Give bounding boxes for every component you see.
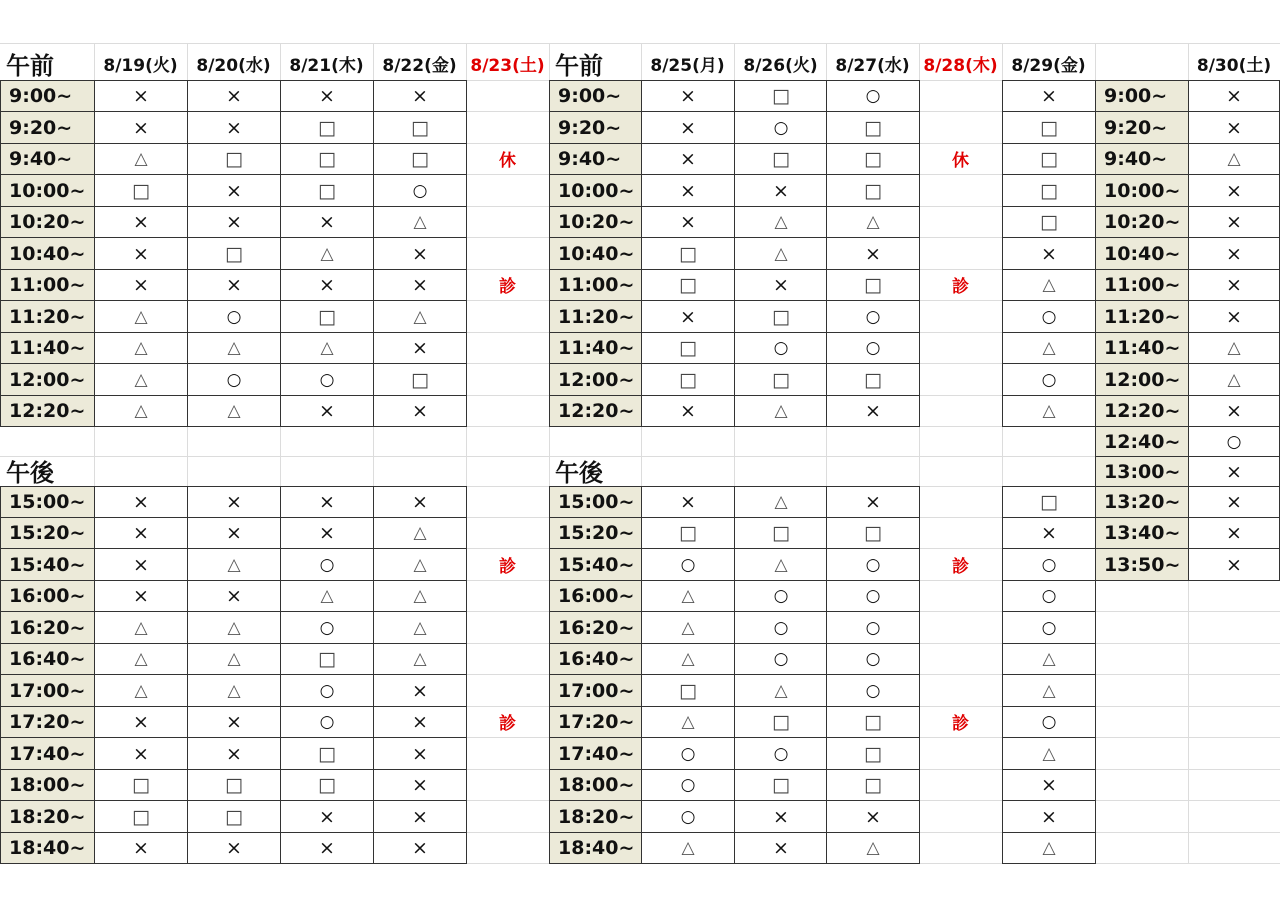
time-cell: 9:00~ — [1095, 80, 1189, 112]
slot-full[interactable]: × — [641, 80, 735, 112]
slot-full[interactable]: × — [280, 800, 374, 833]
time-cell: 16:00~ — [549, 580, 642, 612]
time-cell: 12:20~ — [549, 395, 642, 427]
slot-few-left[interactable]: △ — [373, 300, 467, 333]
slot-available[interactable]: ○ — [280, 706, 374, 738]
slot-inquiry[interactable]: □ — [187, 769, 281, 801]
time-cell: 17:00~ — [549, 674, 642, 707]
slot-full[interactable]: × — [1188, 300, 1280, 333]
slot-inquiry[interactable]: □ — [826, 269, 920, 301]
closed-day-char: 診 — [499, 714, 516, 734]
slot-inquiry[interactable]: □ — [641, 363, 735, 396]
slot-full[interactable]: × — [373, 674, 467, 707]
time-cell: 9:40~ — [549, 143, 642, 175]
date-header-closed: 8/23(土) — [470, 55, 545, 76]
time-cell: 15:00~ — [0, 486, 95, 518]
time-cell: 15:20~ — [0, 517, 95, 549]
slot-inquiry[interactable]: □ — [826, 706, 920, 738]
slot-full[interactable]: × — [187, 269, 281, 301]
date-header: 8/22(金) — [382, 55, 457, 76]
slot-full[interactable]: × — [94, 237, 188, 270]
time-cell: 12:00~ — [1095, 363, 1189, 396]
closed-day-char: 休 — [499, 151, 516, 171]
slot-few-left[interactable]: △ — [1002, 737, 1096, 770]
time-cell: 17:40~ — [0, 737, 95, 770]
slot-full[interactable]: × — [94, 580, 188, 612]
time-cell: 15:00~ — [549, 486, 642, 518]
slot-inquiry[interactable]: □ — [373, 143, 467, 175]
slot-available[interactable]: ○ — [826, 674, 920, 707]
slot-available[interactable]: ○ — [826, 643, 920, 675]
closed-day-char: 診 — [952, 556, 969, 577]
time-cell: 15:20~ — [549, 517, 642, 549]
slot-few-left[interactable]: △ — [94, 300, 188, 333]
slot-few-left[interactable]: △ — [373, 580, 467, 612]
slot-full[interactable]: × — [94, 548, 188, 581]
slot-full[interactable]: × — [187, 706, 281, 738]
slot-full[interactable]: × — [826, 800, 920, 833]
slot-full[interactable]: × — [94, 206, 188, 238]
slot-inquiry[interactable]: □ — [1002, 486, 1096, 518]
slot-inquiry[interactable]: □ — [280, 143, 374, 175]
slot-inquiry[interactable]: □ — [280, 769, 374, 801]
slot-full[interactable]: × — [373, 332, 467, 364]
slot-few-left[interactable]: △ — [373, 611, 467, 644]
slot-available[interactable]: ○ — [1002, 300, 1096, 333]
time-cell: 9:20~ — [549, 111, 642, 144]
slot-full[interactable]: × — [1002, 769, 1096, 801]
slot-available[interactable]: ○ — [641, 737, 735, 770]
slot-available[interactable]: ○ — [280, 611, 374, 644]
closed-day-char: 診 — [499, 556, 516, 577]
time-cell: 9:40~ — [1095, 143, 1189, 175]
date-header: 8/19(火) — [103, 55, 178, 76]
slot-few-left[interactable]: △ — [641, 643, 735, 675]
slot-inquiry[interactable]: □ — [734, 143, 828, 175]
time-cell: 18:20~ — [549, 800, 642, 833]
slot-inquiry[interactable]: □ — [280, 737, 374, 770]
slot-full[interactable]: × — [94, 517, 188, 549]
slot-full[interactable]: × — [641, 486, 735, 518]
slot-available[interactable]: ○ — [734, 332, 828, 364]
time-cell: 17:00~ — [0, 674, 95, 707]
date-header: 8/30(土) — [1196, 55, 1272, 76]
slot-full[interactable]: × — [1188, 486, 1280, 518]
date-header: 8/26(火) — [743, 55, 818, 76]
section-am-label: 午前 — [555, 51, 603, 80]
slot-inquiry[interactable]: □ — [280, 300, 374, 333]
gridline-h — [0, 43, 1280, 44]
slot-full[interactable]: × — [1002, 517, 1096, 549]
slot-full[interactable]: × — [187, 111, 281, 144]
slot-full[interactable]: × — [734, 832, 828, 864]
slot-available[interactable]: ○ — [187, 363, 281, 396]
slot-full[interactable]: × — [373, 769, 467, 801]
slot-full[interactable]: × — [641, 206, 735, 238]
slot-full[interactable]: × — [373, 737, 467, 770]
slot-full[interactable]: × — [94, 269, 188, 301]
slot-full[interactable]: × — [1188, 111, 1280, 144]
date-header: 8/20(水) — [196, 55, 271, 76]
slot-full[interactable]: × — [1188, 206, 1280, 238]
slot-full[interactable]: × — [187, 832, 281, 864]
slot-full[interactable]: × — [1188, 548, 1280, 581]
date-header: 8/27(水) — [835, 55, 910, 76]
slot-few-left[interactable]: △ — [641, 706, 735, 738]
closed-day-char: 診 — [952, 714, 969, 734]
slot-full[interactable]: × — [187, 206, 281, 238]
time-cell: 12:20~ — [1095, 395, 1189, 427]
slot-inquiry[interactable]: □ — [641, 237, 735, 270]
slot-full[interactable]: × — [280, 206, 374, 238]
slot-few-left[interactable]: △ — [280, 237, 374, 270]
slot-available[interactable]: ○ — [1002, 548, 1096, 581]
time-cell: 10:20~ — [1095, 206, 1189, 238]
time-cell: 17:40~ — [549, 737, 642, 770]
slot-inquiry[interactable]: □ — [280, 174, 374, 207]
slot-few-left[interactable]: △ — [280, 332, 374, 364]
slot-available[interactable]: ○ — [826, 611, 920, 644]
slot-available[interactable]: ○ — [280, 363, 374, 396]
slot-full[interactable]: × — [94, 486, 188, 518]
slot-inquiry[interactable]: □ — [826, 174, 920, 207]
time-cell: 10:40~ — [0, 237, 95, 270]
time-cell: 17:20~ — [0, 706, 95, 738]
date-header-closed: 8/28(木) — [923, 55, 998, 76]
slot-few-left[interactable]: △ — [94, 332, 188, 364]
slot-few-left[interactable]: △ — [734, 548, 828, 581]
slot-full[interactable]: × — [280, 80, 374, 112]
section-am-label: 午前 — [6, 51, 54, 80]
slot-full[interactable]: × — [1188, 456, 1280, 487]
slot-few-left[interactable]: △ — [641, 580, 735, 612]
slot-available[interactable]: ○ — [826, 300, 920, 333]
date-header: 8/25(月) — [650, 55, 725, 76]
time-cell: 11:40~ — [1095, 332, 1189, 364]
slot-full[interactable]: × — [187, 80, 281, 112]
slot-full[interactable]: × — [826, 486, 920, 518]
slot-few-left[interactable]: △ — [373, 517, 467, 549]
slot-few-left[interactable]: △ — [734, 486, 828, 518]
slot-few-left[interactable]: △ — [187, 548, 281, 581]
slot-available[interactable]: ○ — [373, 174, 467, 207]
slot-full[interactable]: × — [1188, 80, 1280, 112]
time-cell: 13:00~ — [1095, 456, 1189, 487]
slot-full[interactable]: × — [187, 174, 281, 207]
slot-full[interactable]: × — [826, 237, 920, 270]
slot-available[interactable]: ○ — [826, 548, 920, 581]
time-cell: 16:20~ — [0, 611, 95, 644]
slot-inquiry[interactable]: □ — [1002, 143, 1096, 175]
slot-inquiry[interactable]: □ — [94, 769, 188, 801]
slot-few-left[interactable]: △ — [94, 395, 188, 427]
slot-available[interactable]: ○ — [826, 580, 920, 612]
slot-full[interactable]: × — [187, 517, 281, 549]
slot-full[interactable]: × — [373, 237, 467, 270]
slot-full[interactable]: × — [280, 395, 374, 427]
slot-few-left[interactable]: △ — [187, 674, 281, 707]
slot-few-left[interactable]: △ — [94, 643, 188, 675]
slot-inquiry[interactable]: □ — [187, 237, 281, 270]
slot-few-left[interactable]: △ — [641, 832, 735, 864]
slot-full[interactable]: × — [641, 143, 735, 175]
time-cell: 10:20~ — [549, 206, 642, 238]
slot-available[interactable]: ○ — [280, 548, 374, 581]
time-cell: 13:20~ — [1095, 486, 1189, 518]
slot-few-left[interactable]: △ — [1188, 332, 1280, 364]
slot-few-left[interactable]: △ — [94, 143, 188, 175]
slot-inquiry[interactable]: □ — [734, 769, 828, 801]
date-header: 8/29(金) — [1011, 55, 1086, 76]
slot-inquiry[interactable]: □ — [734, 363, 828, 396]
slot-inquiry[interactable]: □ — [94, 174, 188, 207]
slot-inquiry[interactable]: □ — [826, 111, 920, 144]
slot-few-left[interactable]: △ — [1002, 643, 1096, 675]
slot-full[interactable]: × — [641, 111, 735, 144]
time-cell: 11:00~ — [0, 269, 95, 301]
slot-available[interactable]: ○ — [641, 548, 735, 581]
slot-full[interactable]: × — [280, 517, 374, 549]
slot-full[interactable]: × — [1188, 517, 1280, 549]
slot-full[interactable]: × — [280, 269, 374, 301]
slot-full[interactable]: × — [1002, 800, 1096, 833]
time-cell: 12:00~ — [0, 363, 95, 396]
slot-full[interactable]: × — [1188, 269, 1280, 301]
slot-few-left[interactable]: △ — [826, 832, 920, 864]
slot-available[interactable]: ○ — [734, 643, 828, 675]
slot-inquiry[interactable]: □ — [1002, 111, 1096, 144]
slot-few-left[interactable]: △ — [373, 548, 467, 581]
time-cell: 16:20~ — [549, 611, 642, 644]
slot-full[interactable]: × — [373, 486, 467, 518]
slot-full[interactable]: × — [641, 174, 735, 207]
slot-few-left[interactable]: △ — [187, 395, 281, 427]
slot-full[interactable]: × — [734, 174, 828, 207]
slot-inquiry[interactable]: □ — [373, 363, 467, 396]
slot-few-left[interactable]: △ — [1002, 395, 1096, 427]
slot-inquiry[interactable]: □ — [1002, 206, 1096, 238]
date-header: 8/21(木) — [289, 55, 364, 76]
slot-few-left[interactable]: △ — [187, 332, 281, 364]
slot-full[interactable]: × — [187, 737, 281, 770]
slot-few-left[interactable]: △ — [734, 674, 828, 707]
slot-few-left[interactable]: △ — [187, 611, 281, 644]
slot-few-left[interactable]: △ — [187, 643, 281, 675]
time-cell: 9:20~ — [1095, 111, 1189, 144]
slot-inquiry[interactable]: □ — [734, 517, 828, 549]
slot-available[interactable]: ○ — [1002, 363, 1096, 396]
time-cell: 11:40~ — [549, 332, 642, 364]
slot-few-left[interactable]: △ — [280, 580, 374, 612]
slot-available[interactable]: ○ — [826, 80, 920, 112]
slot-full[interactable]: × — [641, 395, 735, 427]
slot-full[interactable]: × — [373, 395, 467, 427]
slot-full[interactable]: × — [734, 269, 828, 301]
slot-few-left[interactable]: △ — [373, 206, 467, 238]
slot-inquiry[interactable]: □ — [280, 111, 374, 144]
slot-inquiry[interactable]: □ — [826, 143, 920, 175]
slot-available[interactable]: ○ — [1002, 611, 1096, 644]
slot-inquiry[interactable]: □ — [826, 737, 920, 770]
time-cell: 9:20~ — [0, 111, 95, 144]
closed-day-char: 診 — [952, 277, 969, 297]
slot-inquiry[interactable]: □ — [734, 80, 828, 112]
slot-inquiry[interactable]: □ — [641, 674, 735, 707]
slot-few-left[interactable]: △ — [1002, 332, 1096, 364]
time-cell: 17:20~ — [549, 706, 642, 738]
slot-few-left[interactable]: △ — [734, 237, 828, 270]
slot-few-left[interactable]: △ — [1002, 269, 1096, 301]
slot-available[interactable]: ○ — [1002, 706, 1096, 738]
slot-full[interactable]: × — [734, 800, 828, 833]
slot-full[interactable]: × — [94, 80, 188, 112]
slot-available[interactable]: ○ — [734, 111, 828, 144]
slot-few-left[interactable]: △ — [94, 674, 188, 707]
slot-full[interactable]: × — [280, 832, 374, 864]
section-pm-label: 午後 — [555, 458, 603, 487]
time-cell: 11:40~ — [0, 332, 95, 364]
slot-inquiry[interactable]: □ — [734, 706, 828, 738]
slot-few-left[interactable]: △ — [734, 206, 828, 238]
slot-full[interactable]: × — [280, 486, 374, 518]
time-cell: 11:00~ — [549, 269, 642, 301]
closed-day-char: 休 — [952, 151, 969, 171]
slot-few-left[interactable]: △ — [1002, 674, 1096, 707]
slot-few-left[interactable]: △ — [373, 643, 467, 675]
slot-inquiry[interactable]: □ — [826, 517, 920, 549]
time-cell: 11:20~ — [1095, 300, 1189, 333]
slot-inquiry[interactable]: □ — [826, 769, 920, 801]
slot-few-left[interactable]: △ — [734, 395, 828, 427]
time-cell: 16:40~ — [0, 643, 95, 675]
time-cell: 11:20~ — [0, 300, 95, 333]
time-cell: 10:00~ — [549, 174, 642, 207]
slot-full[interactable]: × — [641, 300, 735, 333]
time-cell: 18:40~ — [0, 832, 95, 864]
slot-available[interactable]: ○ — [734, 580, 828, 612]
slot-inquiry[interactable]: □ — [373, 111, 467, 144]
time-cell: 10:00~ — [1095, 174, 1189, 207]
time-cell: 10:00~ — [0, 174, 95, 207]
slot-inquiry[interactable]: □ — [1002, 174, 1096, 207]
slot-available[interactable]: ○ — [826, 332, 920, 364]
slot-few-left[interactable]: △ — [94, 363, 188, 396]
slot-full[interactable]: × — [373, 706, 467, 738]
slot-full[interactable]: × — [94, 737, 188, 770]
slot-full[interactable]: × — [1188, 395, 1280, 427]
time-cell: 18:40~ — [549, 832, 642, 864]
time-cell: 15:40~ — [549, 548, 642, 581]
slot-available[interactable]: ○ — [641, 769, 735, 801]
slot-full[interactable]: × — [187, 486, 281, 518]
time-cell: 10:40~ — [1095, 237, 1189, 270]
slot-available[interactable]: ○ — [641, 800, 735, 833]
time-cell: 18:20~ — [0, 800, 95, 833]
time-cell: 9:40~ — [0, 143, 95, 175]
slot-few-left[interactable]: △ — [641, 611, 735, 644]
closed-day-char: 診 — [499, 277, 516, 297]
slot-few-left[interactable]: △ — [1002, 832, 1096, 864]
slot-full[interactable]: × — [1188, 174, 1280, 207]
slot-inquiry[interactable]: □ — [826, 363, 920, 396]
time-cell: 12:40~ — [1095, 426, 1189, 457]
slot-full[interactable]: × — [94, 111, 188, 144]
time-cell: 16:40~ — [549, 643, 642, 675]
time-cell: 10:40~ — [549, 237, 642, 270]
slot-inquiry[interactable]: □ — [734, 300, 828, 333]
time-cell: 13:40~ — [1095, 517, 1189, 549]
slot-full[interactable]: × — [94, 706, 188, 738]
time-cell: 9:00~ — [549, 80, 642, 112]
slot-full[interactable]: × — [373, 832, 467, 864]
slot-inquiry[interactable]: □ — [187, 143, 281, 175]
slot-inquiry[interactable]: □ — [641, 332, 735, 364]
time-cell: 12:00~ — [549, 363, 642, 396]
time-cell: 11:00~ — [1095, 269, 1189, 301]
time-cell: 13:50~ — [1095, 548, 1189, 581]
time-cell: 15:40~ — [0, 548, 95, 581]
slot-full[interactable]: × — [373, 269, 467, 301]
slot-inquiry[interactable]: □ — [94, 800, 188, 833]
slot-full[interactable]: × — [373, 800, 467, 833]
slot-full[interactable]: × — [1188, 237, 1280, 270]
time-cell: 12:20~ — [0, 395, 95, 427]
slot-few-left[interactable]: △ — [94, 611, 188, 644]
time-cell: 11:20~ — [549, 300, 642, 333]
slot-available[interactable]: ○ — [734, 611, 828, 644]
slot-full[interactable]: × — [94, 832, 188, 864]
slot-inquiry[interactable]: □ — [187, 800, 281, 833]
slot-few-left[interactable]: △ — [1188, 143, 1280, 175]
time-cell: 9:00~ — [0, 80, 95, 112]
time-cell: 18:00~ — [549, 769, 642, 801]
slot-full[interactable]: × — [1002, 80, 1096, 112]
slot-available[interactable]: ○ — [187, 300, 281, 333]
slot-full[interactable]: × — [1002, 237, 1096, 270]
time-cell: 10:20~ — [0, 206, 95, 238]
slot-full[interactable]: × — [826, 395, 920, 427]
slot-inquiry[interactable]: □ — [641, 269, 735, 301]
slot-available[interactable]: ○ — [1002, 580, 1096, 612]
slot-available[interactable]: ○ — [1188, 426, 1280, 457]
slot-full[interactable]: × — [187, 580, 281, 612]
slot-few-left[interactable]: △ — [826, 206, 920, 238]
slot-inquiry[interactable]: □ — [280, 643, 374, 675]
slot-available[interactable]: ○ — [280, 674, 374, 707]
slot-available[interactable]: ○ — [734, 737, 828, 770]
section-pm-label: 午後 — [6, 458, 54, 487]
time-cell: 16:00~ — [0, 580, 95, 612]
slot-inquiry[interactable]: □ — [641, 517, 735, 549]
time-cell: 18:00~ — [0, 769, 95, 801]
slot-few-left[interactable]: △ — [1188, 363, 1280, 396]
slot-full[interactable]: × — [373, 80, 467, 112]
